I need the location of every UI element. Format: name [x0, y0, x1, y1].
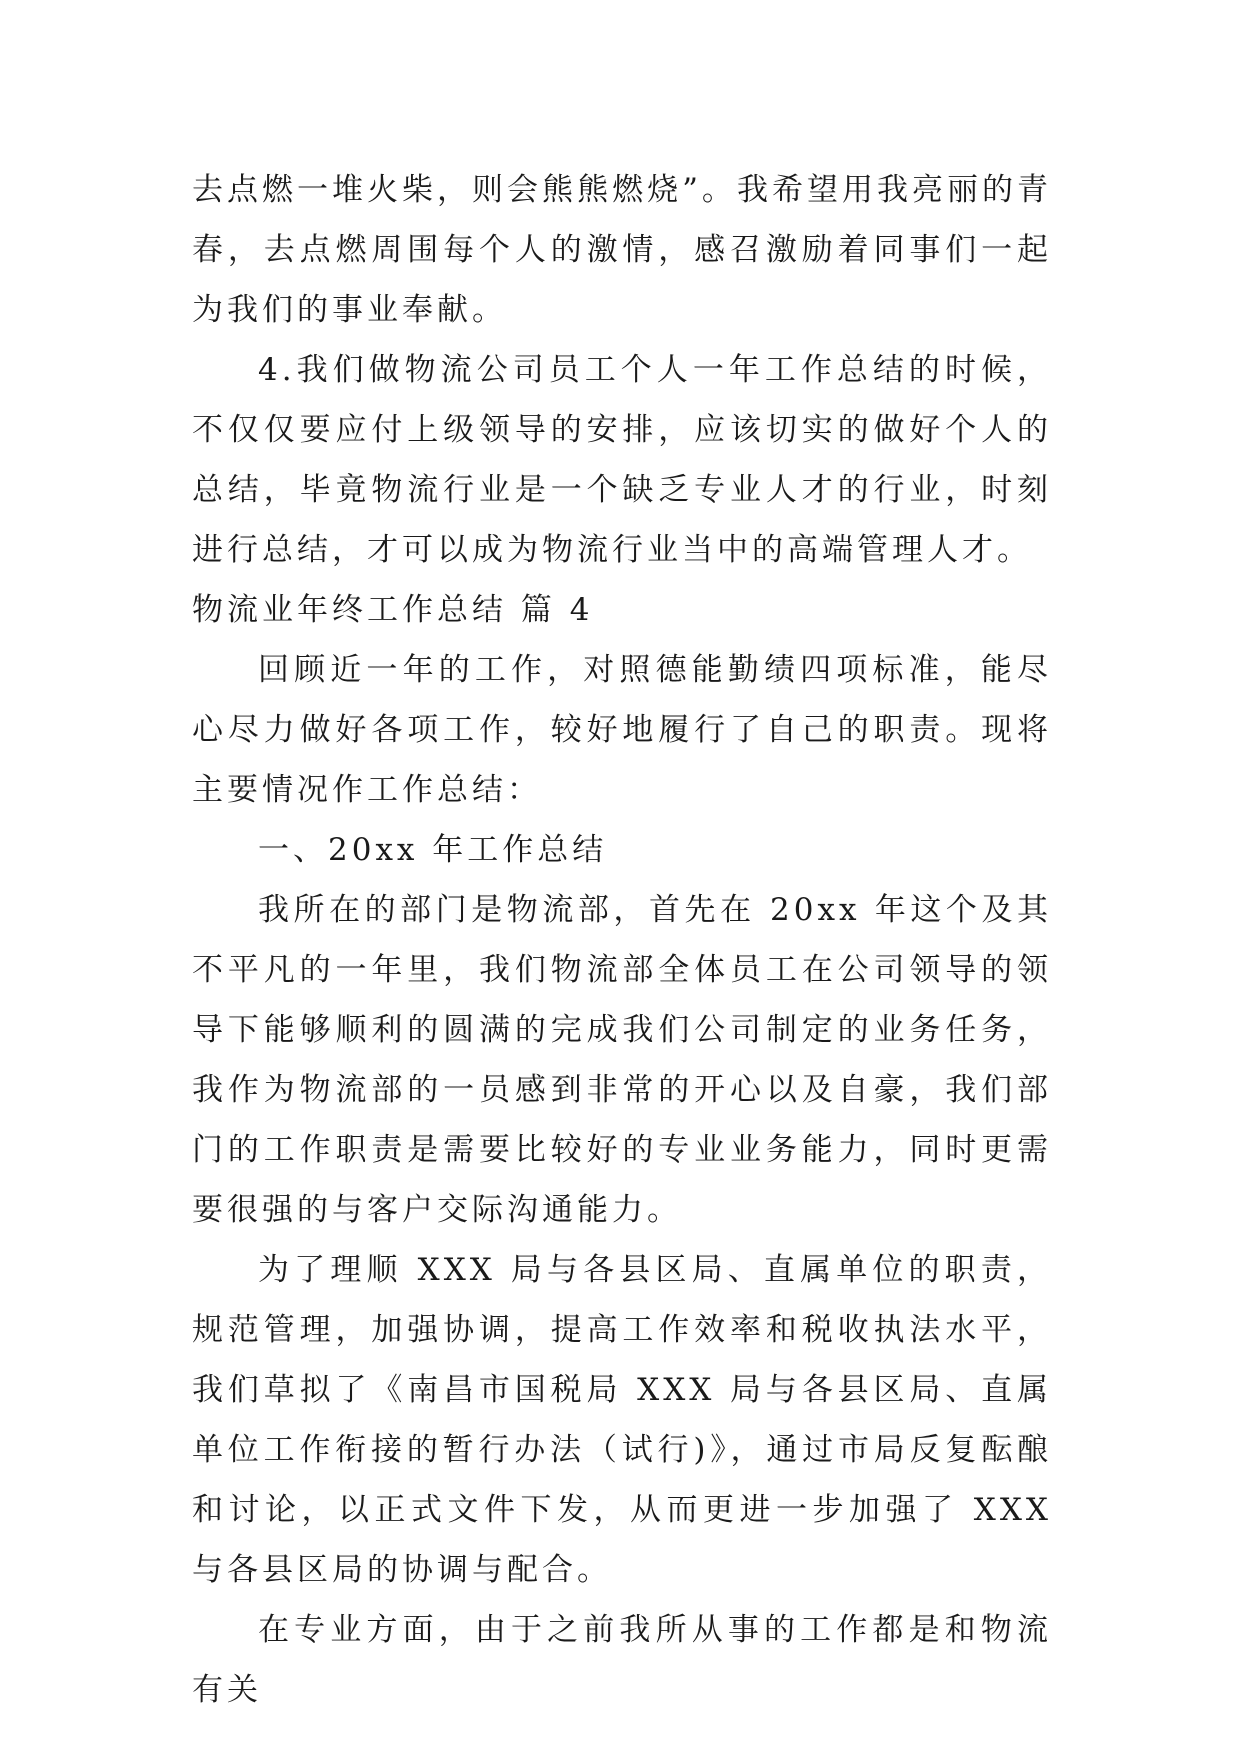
- document-body: [192, 160, 1052, 1720]
- subsection-heading: 一、20xx 年工作总结: [258, 832, 608, 868]
- paragraph-5: 为了理顺 XXX 局与各县区局、直属单位的职责，规范管理，加强协调，提高工作效率和税收执法水平，我们草拟了《南昌市国税局 XXX 局与各县区局、直属单位工作衔接的暂行办法（试行)》，通过市局反复酝酿和讨论，以正式文件下发，从而更进一步加强了 XXX 与各县区局的协调与配合。: [192, 1252, 1052, 1588]
- paragraph-1: 去点燃一堆火柴，则会熊熊燃烧”。我希望用我亮丽的青春，去点燃周围每个人的激情，感召激励着同事们一起为我们的事业奉献。: [192, 172, 1052, 328]
- paragraph-4: 我所在的部门是物流部，首先在 20xx 年这个及其不平凡的一年里，我们物流部全体员工在公司领导的领导下能够顺利的圆满的完成我们公司制定的业务任务，我作为物流部的一员感到非常的开心以及自豪，我们部门的工作职责是需要比较好的专业业务能力，同时更需要很强的与客户交际沟通能力。: [192, 892, 1052, 1228]
- section-heading: 物流业年终工作总结 篇 4: [192, 592, 594, 628]
- paragraph-3: 回顾近一年的工作，对照德能勤绩四项标准，能尽心尽力做好各项工作，较好地履行了自己的职责。现将主要情况作工作总结：: [192, 652, 1052, 808]
- paragraph-6: 在专业方面，由于之前我所从事的工作都是和物流有关: [192, 1612, 1052, 1708]
- paragraph-2: 4.我们做物流公司员工个人一年工作总结的时候，不仅仅要应付上级领导的安排，应该切实的做好个人的总结，毕竟物流行业是一个缺乏专业人才的行业，时刻进行总结，才可以成为物流行业当中的高端管理人才。: [192, 352, 1052, 568]
